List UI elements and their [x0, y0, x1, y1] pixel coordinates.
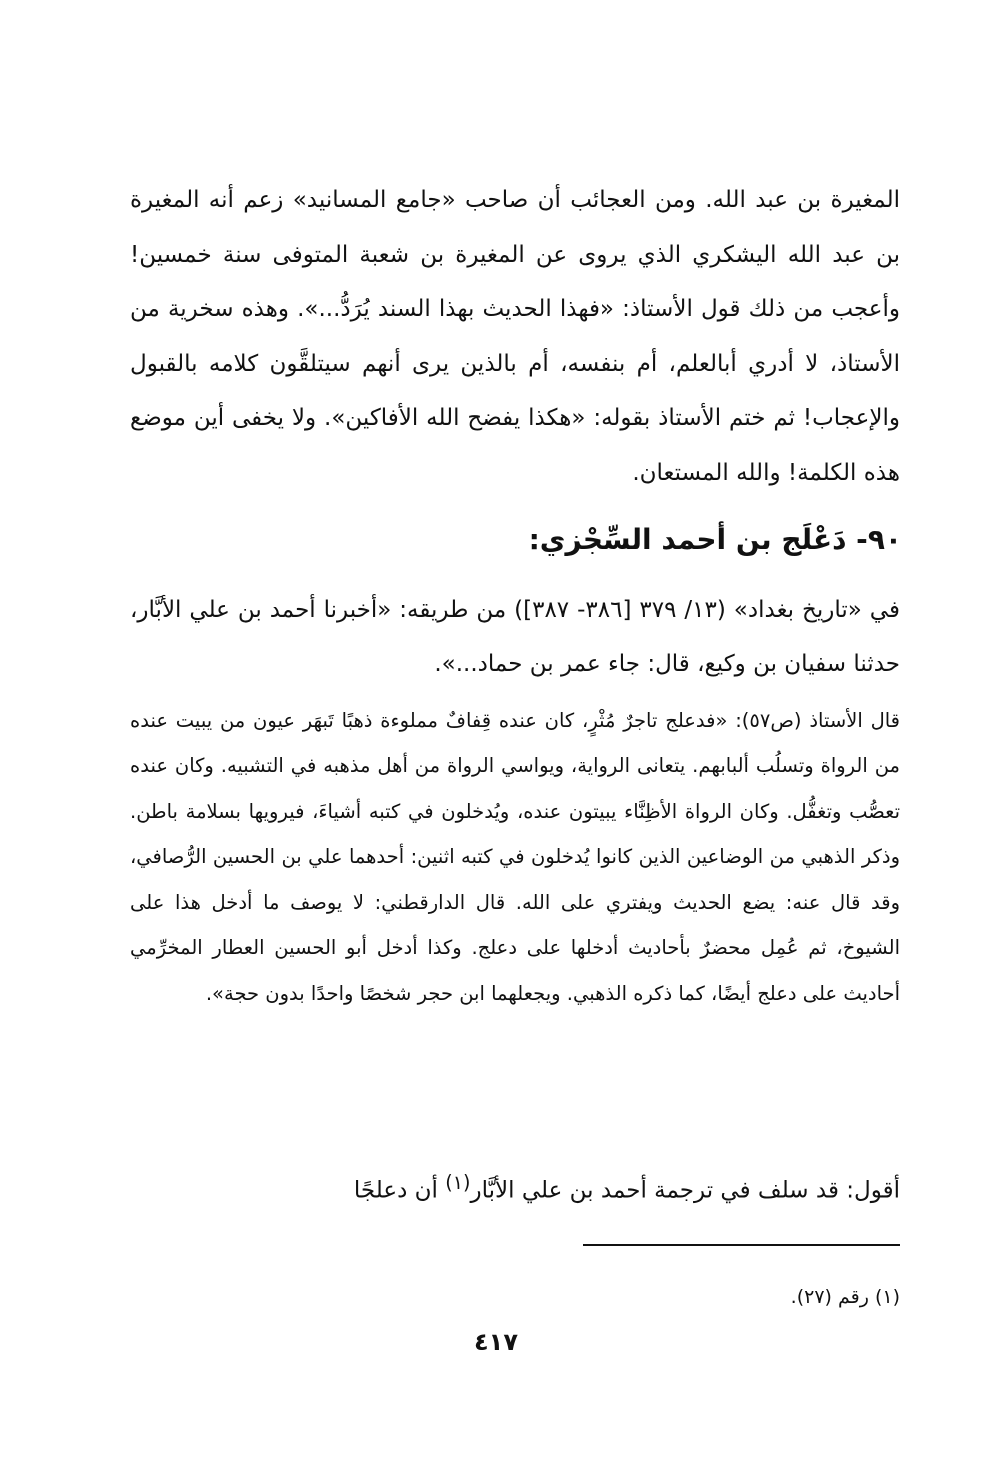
section-heading-dalaj: ٩٠- دَعْلَج بن أحمد السِّجْزي:	[528, 523, 902, 557]
quoted-paragraph-ustadh: قال الأستاذ (ص٥٧): «فدعلج تاجرٌ مُثْرٍ، كان عنده قِفافٌ مملوءة ذهبًا تَبهَر عيون من يبيت عنده من الرواة وتسلُب ألبابهم. يتعانى الرواية، ويواسي الرواة من أهل مذهبه في التشبيه. وكان عنده تعصُّب وتغفُّل. وكان الرواة الأظِنَّاء يبيتون عنده، ويُدخلون في كتبه أشياءَ، فيرويها بسلامة باطن. وذكر الذهبي من الوضاعين الذين كانوا يُدخلون في كتبه اثنين: أحدهما علي بن الحسين الرُّصافي، وقد قال عنه: يضع الحديث ويفتري على الله. قال الدارقطني: لا يوصف ما أدخل هذا على الشيوخ، ثم عُمِل محضرٌ بأحاديث أدخلها على دعلج. وكذا أدخل أبو الحسين العطار المخرِّمي أحاديث على دعلج أيضًا، كما ذكره الذهبي. ويجعلهما ابن حجر شخصًا واحدًا بدون حجة».	[130, 708, 900, 1005]
footnote-marker: (١)	[445, 1171, 471, 1194]
footnote-separator	[583, 1244, 900, 1246]
footnote-1: (١) رقم (٢٧).	[790, 1286, 900, 1308]
reply-text-end: أن دعلجًا	[353, 1177, 446, 1204]
reply-text-start: أقول: قد سلف في ترجمة أحمد بن علي الأبَّار	[470, 1177, 900, 1204]
body-paragraph-reply	[130, 1158, 900, 1216]
body-paragraph-al-mughira: المغيرة بن عبد الله. ومن العجائب أن صاحب «جامع المسانيد» زعم أنه المغيرة بن عبد الله اليشكري الذي يروى عن المغيرة بن شعبة المتوفى سنة خمسين! وأعجب من ذلك قول الأستاذ: «فهذا الحديث بهذا السند يُرَدُّ...». وهذه سخرية من الأستاذ، لا أدري أبالعلم، أم بنفسه، أم بالذين يرى أنهم سيتلقَّون كلامه بالقبول والإعجاب! ثم ختم الأستاذ بقوله: «هكذا يفضح الله الأفاكين». ولا يخفى أين موضع هذه الكلمة! والله المستعان.	[130, 187, 900, 486]
page-number: ٤١٧	[474, 1328, 518, 1356]
body-paragraph-tarikh-baghdad: في «تاريخ بغداد» (١٣/ ٣٧٩ [٣٨٦- ٣٨٧]) من طريقه: «أخبرنا أحمد بن علي الأبَّار، حدثنا سفيان بن وكيع، قال: جاء عمر بن حماد...».	[130, 597, 900, 677]
